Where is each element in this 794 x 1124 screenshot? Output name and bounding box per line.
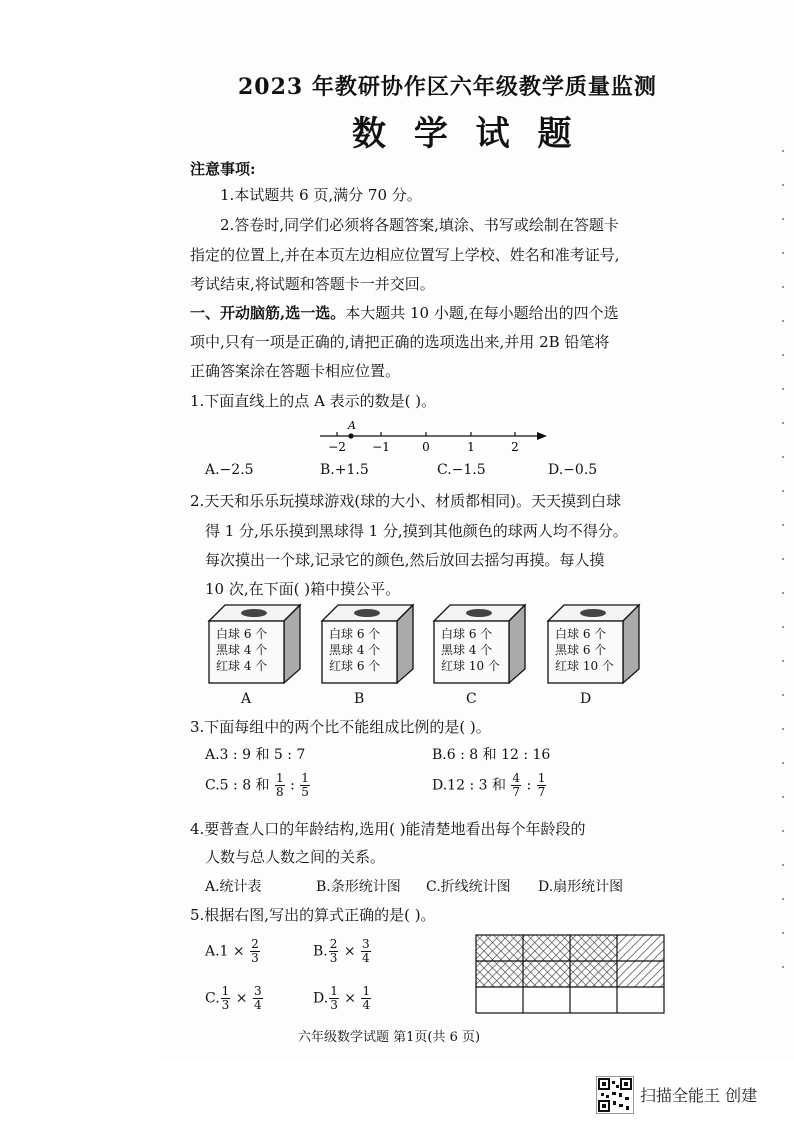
box-content-line: 黑球 6 个	[555, 643, 607, 657]
margin-dot	[782, 388, 784, 390]
section1-heading: 一、开动脑筋,选一选。	[190, 304, 346, 322]
page-footer: 六年级数学试题 第1页(共 6 页)	[298, 1030, 481, 1045]
point-a-label: A	[348, 419, 356, 432]
margin-dot	[782, 898, 784, 900]
margin-dot	[782, 762, 784, 764]
margin-dot	[782, 728, 784, 730]
box-letter-label: A	[241, 691, 252, 707]
margin-dot	[782, 524, 784, 526]
number-line-ticks	[328, 432, 519, 454]
notice-item-1: 1.本试题共 6 页,满分 70 分。	[220, 186, 422, 204]
q2-line3: 每次摸出一个球,记录它的颜色,然后放回去摇匀再摸。每人摸	[205, 551, 605, 569]
margin-dot	[782, 150, 784, 152]
margin-dot	[782, 592, 784, 594]
margin-dot	[782, 932, 784, 934]
ball-box-a	[207, 603, 302, 685]
box-letter-label: C	[466, 691, 477, 707]
margin-dot	[782, 694, 784, 696]
margin-dot	[782, 558, 784, 560]
q4-option-c: C.折线统计图	[426, 879, 511, 895]
margin-dot	[782, 354, 784, 356]
box-content-line: 白球 6 个	[555, 627, 607, 641]
box-letter-label: B	[354, 691, 365, 707]
margin-dot	[782, 252, 784, 254]
q4-option-d: D.扇形统计图	[538, 879, 624, 895]
q1-option-b: B.+1.5	[320, 462, 369, 478]
scanner-watermark-text: 扫描全能王 创建	[640, 1086, 758, 1105]
q4-line2: 人数与总人数之间的关系。	[205, 848, 386, 866]
ball-box-d	[546, 603, 641, 685]
exam-subtitle: 数 学 试 题	[352, 114, 580, 154]
number-line-tick-label: −2	[328, 440, 346, 454]
margin-dot	[782, 286, 784, 288]
margin-dot	[782, 864, 784, 866]
q3-stem: 3.下面每组中的两个比不能组成比例的是( )。	[190, 718, 491, 736]
margin-dot	[782, 796, 784, 798]
margin-dot	[782, 490, 784, 492]
margin-dot	[782, 660, 784, 662]
q4-option-a: A.统计表	[205, 879, 262, 895]
number-line-tick-label: −1	[372, 440, 390, 454]
q3-option-c: C.5 : 8 和 $\frac{1}{8}$ : $\frac{1}{5}$	[205, 771, 309, 799]
box-letter-label: D	[580, 691, 592, 707]
margin-dot	[782, 626, 784, 628]
q4-line1: 4.要普查人口的年龄结构,选用( )能清楚地看出每个年龄段的	[190, 820, 586, 838]
margin-dot	[782, 456, 784, 458]
section1-intro: 本大题共 10 小题,在每小题给出的四个选	[345, 304, 619, 322]
margin-dot	[782, 320, 784, 322]
q5-option-b: B. $\frac{2}{3}$ × $\frac{3}{4}$	[313, 937, 370, 965]
q1-stem: 1.下面直线上的点 A 表示的数是( )。	[190, 392, 437, 410]
q3-option-b: B.6 : 8 和 12 : 16	[432, 747, 551, 763]
box-content-line: 黑球 4 个	[441, 643, 493, 657]
box-content-line: 白球 6 个	[329, 627, 381, 641]
box-content-line: 白球 6 个	[441, 627, 493, 641]
notice-item-2-line2: 指定的位置上,并在本页左边相应位置写上学校、姓名和准考证号,	[190, 246, 620, 264]
number-line-arrow	[537, 432, 547, 440]
q5-option-d: D. $\frac{1}{3}$ × $\frac{1}{4}$	[313, 984, 371, 1012]
q5-grid-figure	[475, 934, 665, 1016]
box-content-line: 红球 10 个	[555, 659, 614, 673]
number-line-tick-label: 0	[422, 440, 430, 454]
q2-line4: 10 次,在下面( )箱中摸公平。	[205, 580, 401, 598]
q4-option-b: B.条形统计图	[316, 879, 401, 895]
q5-option-c: C. $\frac{1}{3}$ × $\frac{3}{4}$	[205, 984, 262, 1012]
box-content-line: 红球 4 个	[216, 659, 268, 673]
q1-option-c: C.−1.5	[437, 462, 486, 478]
margin-dot	[782, 218, 784, 220]
q5-stem: 5.根据右图,写出的算式正确的是( )。	[190, 906, 436, 924]
section1-line2: 项中,只有一项是正确的,请把正确的选项选出来,并用 2B 铅笔将	[190, 333, 610, 351]
qr-code-icon	[596, 1076, 634, 1114]
section1-line1	[190, 302, 619, 323]
notice-item-2-line3: 考试结束,将试题和答题卡一并交回。	[190, 275, 435, 293]
ball-box-b	[320, 603, 415, 685]
number-line-tick-label: 2	[511, 440, 519, 454]
q2-line2: 得 1 分,乐乐摸到黑球得 1 分,摸到其他颜色的球两人均不得分。	[205, 522, 628, 540]
margin-dot	[782, 966, 784, 968]
q1-option-a: A.−2.5	[205, 462, 254, 478]
ball-box-c	[432, 603, 527, 685]
margin-dot	[782, 830, 784, 832]
q1-number-line	[315, 418, 555, 456]
q1-option-d: D.−0.5	[548, 462, 598, 478]
q3-option-a: A.3 : 9 和 5 : 7	[205, 747, 306, 763]
point-a-marker	[348, 433, 353, 438]
box-content-line: 黑球 4 个	[329, 643, 381, 657]
q5-option-a: A.1 × $\frac{2}{3}$	[205, 937, 259, 965]
notice-heading: 注意事项:	[190, 160, 256, 178]
q2-line1: 2.天天和乐乐玩摸球游戏(球的大小、材质都相同)。天天摸到白球	[190, 492, 622, 510]
margin-dot	[782, 184, 784, 186]
box-content-line: 黑球 4 个	[216, 643, 268, 657]
number-line-tick-label: 1	[467, 440, 475, 454]
notice-item-2-line1: 2.答卷时,同学们必须将各题答案,填涂、书写或绘制在答题卡	[220, 216, 619, 234]
box-content-line: 红球 6 个	[329, 659, 381, 673]
box-content-line: 白球 6 个	[216, 627, 268, 641]
box-content-line: 红球 10 个	[441, 659, 500, 673]
exam-title: 2023 年教研协作区六年级教学质量监测	[238, 74, 657, 100]
q3-option-d: D.12 : 3 和 $\frac{4}{7}$ : $\frac{1}{7}$	[432, 771, 546, 799]
margin-dot	[782, 422, 784, 424]
section1-line3: 正确答案涂在答题卡相应位置。	[190, 362, 401, 380]
